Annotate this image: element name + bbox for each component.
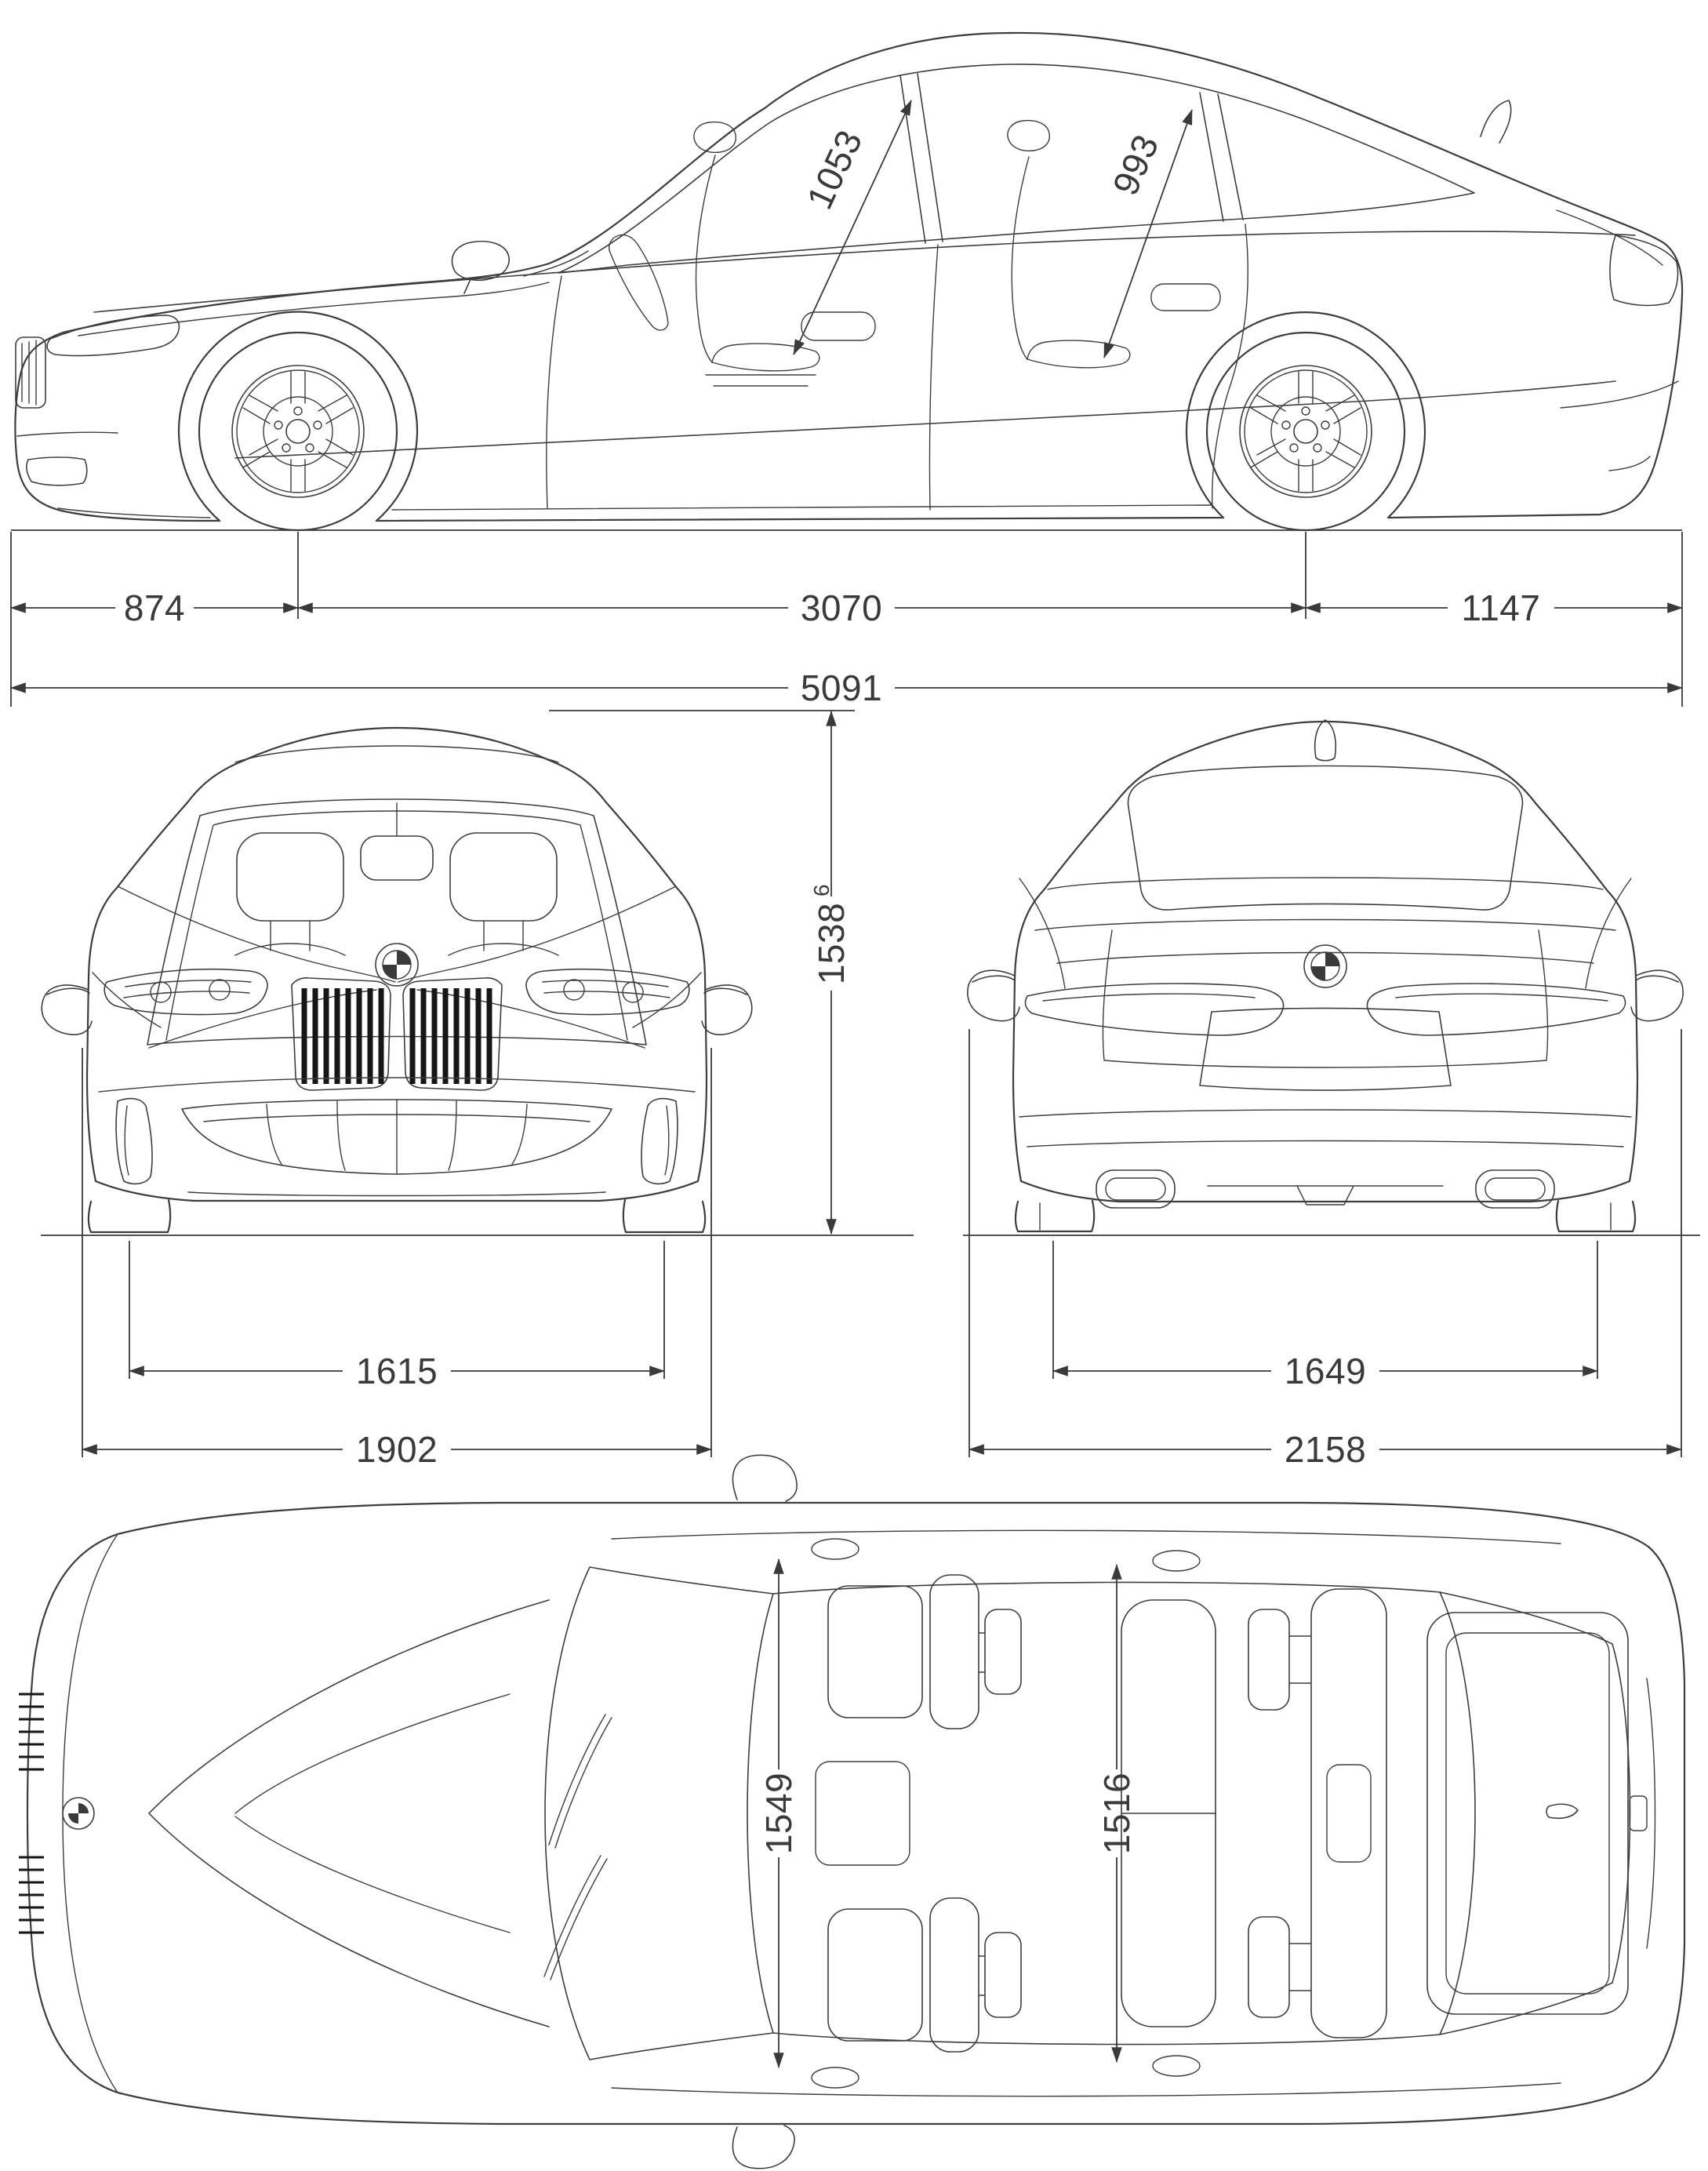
side-mirror-top bbox=[732, 1455, 797, 1501]
dim-wheelbase-label: 3070 bbox=[800, 587, 883, 628]
dim-overall-length-label: 5091 bbox=[800, 667, 883, 708]
side-mirror-bottom bbox=[732, 2126, 794, 2169]
top-view-car-drawing bbox=[19, 1455, 1684, 2168]
bmw-roundel-icon bbox=[1304, 945, 1346, 987]
dim-interior-width-front-label: 1549 bbox=[758, 1772, 799, 1855]
dim-rear-headroom-label: 993 bbox=[1104, 128, 1167, 202]
front-view-car-drawing bbox=[42, 728, 751, 1232]
side-view-dimension-rows bbox=[11, 530, 1682, 708]
rear-view-dimension-rows bbox=[963, 1029, 1700, 1470]
dim-height-label: 1538 bbox=[811, 902, 852, 985]
bmw-roundel-icon bbox=[63, 1798, 94, 1829]
rear-view bbox=[968, 720, 1683, 1231]
side-view-car-drawing bbox=[15, 33, 1682, 530]
dim-interior-width-rear-label: 1516 bbox=[1096, 1772, 1137, 1855]
front-view bbox=[42, 711, 855, 1234]
dim-front-headroom-label: 1053 bbox=[798, 123, 870, 216]
dim-front-overhang-label: 874 bbox=[123, 587, 186, 628]
side-view bbox=[15, 33, 1682, 530]
top-view bbox=[19, 1455, 1684, 2168]
dim-width-mirrors-label: 2158 bbox=[1284, 1429, 1367, 1470]
front-view-dimension-rows bbox=[41, 1048, 914, 1470]
dim-height-superscript: 6 bbox=[809, 883, 834, 897]
dim-rear-track-label: 1649 bbox=[1284, 1351, 1367, 1391]
rear-view-car-drawing bbox=[968, 720, 1683, 1231]
bmw-roundel-icon bbox=[376, 944, 418, 986]
dim-front-track-label: 1615 bbox=[355, 1351, 438, 1391]
side-view-interior-dimensions bbox=[794, 100, 1192, 358]
dim-body-width-label: 1902 bbox=[355, 1429, 438, 1470]
antenna-fin bbox=[1315, 720, 1336, 761]
antenna-fin bbox=[1546, 1804, 1578, 1818]
antenna-fin bbox=[1481, 100, 1511, 143]
dim-rear-overhang-label: 1147 bbox=[1461, 587, 1541, 628]
grille-slats-top bbox=[19, 1694, 44, 1933]
